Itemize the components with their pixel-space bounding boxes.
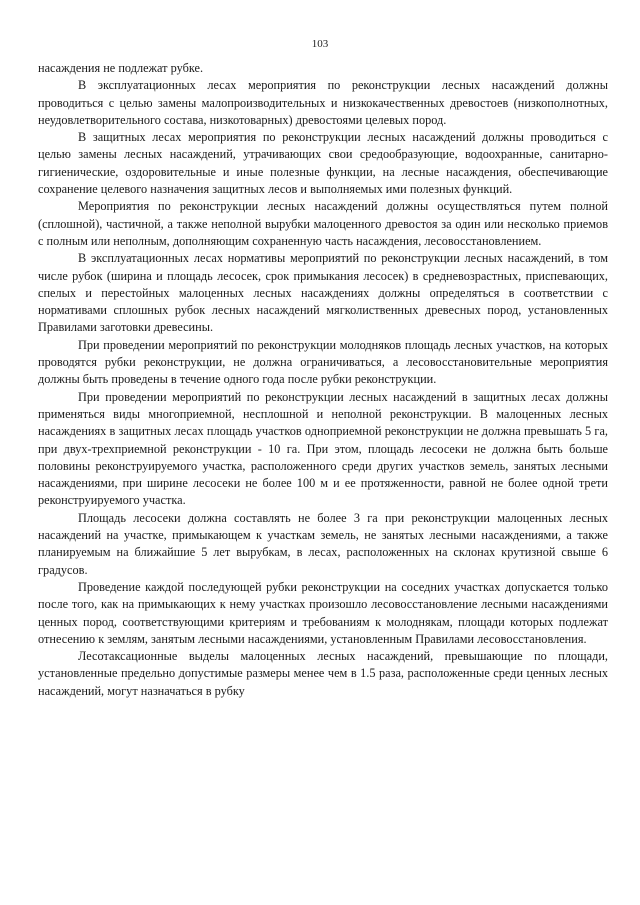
paragraph: Площадь лесосеки должна составлять не более 3 га при реконструкции малоценных лесных насаждений на участке, примыкающем к участкам земель, не занятых лесными насаждениями, а также планируемым на ближайшие 5 лет вырубкам, в лесах, расположенных на склонах крутизной свыше 6 градусов. [38, 510, 608, 577]
paragraph: При проведении мероприятий по реконструкции молодняков площадь лесных участков, на которых проводятся рубки реконструкции, не должна ограничиваться, а лесовосстановительные мероприятия должны быть проведены в течение одного года после рубки реконструкции. [38, 337, 608, 387]
paragraph: В защитных лесах мероприятия по реконструкции лесных насаждений должны проводиться с целью замены лесных насаждений, утрачивающих свои средообразующие, водоохранные, санитарно-гигиенические, оздоровительные и иные полезные функции, на лесные насаждения, обеспечивающие сохранение целевого назначения защитных лесов и выполняемых ими полезных функций. [38, 130, 608, 197]
paragraph: Лесотаксационные выделы малоценных лесных насаждений, превышающие по площади, установленные предельно допустимые размеры менее чем в 1.5 раза, расположенные среди ценных лесных насаждений, могут назначаться в рубку [38, 649, 608, 698]
paragraph: Проведение каждой последующей рубки реконструкции на соседних участках допускается только после того, как на примыкающих к нему участках произошло лесовосстановление лесными насаждениями ценных пород, соответствующими критериям и требованиям к молоднякам, площади которых подлежат отнесению к землям, занятым лесными насаждениями, установленным Правилами лесовосстановления. [38, 579, 608, 646]
paragraph: При проведении мероприятий по реконструкции лесных насаждений в защитных лесах должны применяться виды многоприемной, несплошной и неполной реконструкции. В малоценных лесных насаждениях в защитных лесах площадь участков одноприемной реконструкции не должна превышать 5 га, при двух-трехприемной реконструкции - 10 га. При этом, площадь лесосеки не должна быть больше половины реконструируемого участка, расположенного среди других участков земель, занятых лесными насаждениями, при ширине лесосеки не более 100 м и ее протяженности, равной не более одной трети реконструируемого участка. [38, 389, 608, 508]
paragraph: Мероприятия по реконструкции лесных насаждений должны осуществляться путем полной (сплошной), частичной, а также неполной вырубки малоценного древостоя за один или несколько приемов с полным или неполным, дополняющим сохраненную часть насаждения, лесовосстановлением. [38, 199, 608, 248]
paragraph: В эксплуатационных лесах нормативы мероприятий по реконструкции лесных насаждений, в том числе рубок (ширина и площадь лесосек, срок примыкания лесосек) в средневозрастных, приспевающих, спелых и перестойных малоценных лесных насаждениях должны определяться в соответствии с нормативами сплошных рубок лесных насаждений мягколиственных древесных пород, установленных Правилами заготовки древесины. [38, 251, 608, 335]
page-number: 103 [311, 38, 329, 50]
paragraph: насаждения не подлежат рубке. [38, 61, 204, 75]
paragraph: В эксплуатационных лесах мероприятия по реконструкции лесных насаждений должны проводиться с целью замены малопроизводительных и низкокачественных древостоев (низкополнотных, неудовлетворительного состава, низкотоварных) древостоями целевых пород. [38, 78, 608, 127]
body-text [38, 60, 608, 700]
